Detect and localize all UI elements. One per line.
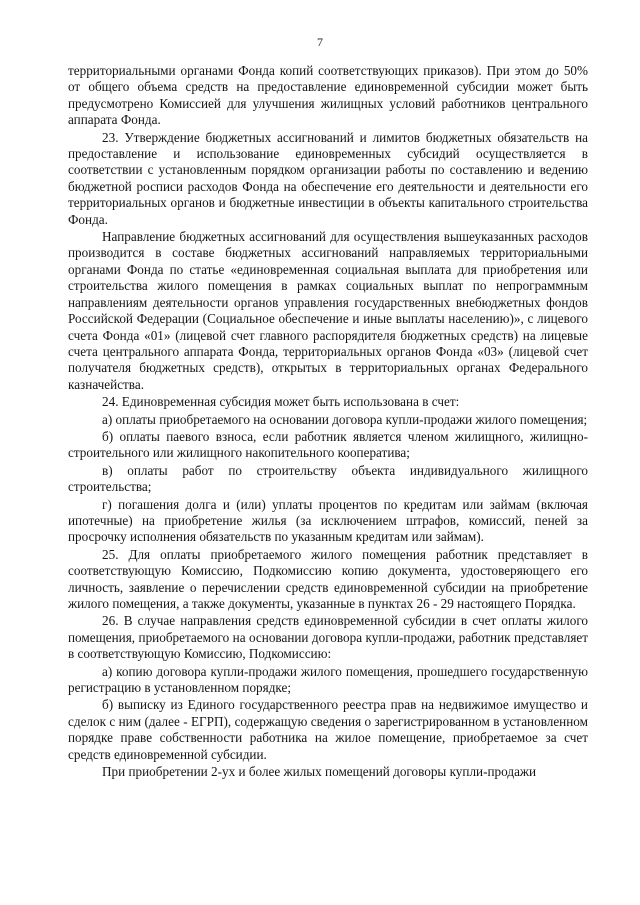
list-item-a: а) копию договора купли-продажи жилого помещения, прошедшего государственную регистрацию в установленном порядке;	[68, 663, 588, 696]
document-body	[68, 63, 588, 781]
paragraph-26: 26. В случае направления средств единовременной субсидии в счет оплаты жилого помещения, приобретаемого на основании договора купли-продажи, работник представляет в соответствующую Комиссию, Подкомиссию:	[68, 613, 588, 662]
page-number: 7	[317, 35, 323, 49]
paragraph: территориальными органами Фонда копий соответствующих приказов). При этом до 50% от общего объема средств на предоставление единовременной субсидии может быть предусмотрено Комиссией для улучшения жилищных условий работников центрального аппарата Фонда.	[68, 63, 588, 128]
list-item-g: г) погашения долга и (или) уплаты процентов по кредитам или займам (включая ипотечные) на приобретение жилья (за исключением штрафов, комиссий, пеней за просрочку исполнения обязательств по указанным кредитам или займам).	[68, 496, 588, 545]
paragraph-25: 25. Для оплаты приобретаемого жилого помещения работник представляет в соответствующую Комиссию, Подкомиссию копию документа, удостоверяющего его личность, заявление о перечислении средств единовременной субсидии на приобретение жилого помещения, а также документы, указанные в пунктах 26 - 29 настоящего Порядка.	[68, 546, 588, 611]
list-item-b: б) оплаты паевого взноса, если работник является членом жилищного, жилищно-строительного или жилищного накопительного кооператива;	[68, 428, 588, 461]
list-item-a: а) оплаты приобретаемого на основании договора купли-продажи жилого помещения;	[102, 411, 588, 427]
paragraph: Направление бюджетных ассигнований для осуществления вышеуказанных расходов производится в составе бюджетных ассигнований направляемых территориальными органами Фонда по статье «единовременная социальная выплата для приобретения или строительства жилого помещения в рамках социальных выплат по непрограммным направлениям деятельности органов управления государственных внебюджетных фондов Российской Федерации (Социальное обеспечение и иные выплаты населению)», с лицевого счета Фонда «01» (лицевой счет главного распорядителя бюджетных средств) на лицевые счета центрального аппарата Фонда, территориальных органов Фонда «03» (лицевой счет получателя бюджетных средств), открытых в территориальных органах Федерального казначейства.	[68, 229, 588, 392]
list-item-b: б) выписку из Единого государственного реестра прав на недвижимое имущество и сделок с ним (далее - ЕГРП), содержащую сведения о зарегистрированном в установленном порядке праве собственности работника на жилое помещение, приобретаемое за счет средств единовременной субсидии.	[68, 697, 588, 762]
paragraph: При приобретении 2-ух и более жилых помещений договоры купли-продажи	[102, 764, 537, 780]
paragraph-23: 23. Утверждение бюджетных ассигнований и лимитов бюджетных обязательств на предоставление и использование единовременных субсидий осуществляется в соответствии с установленным порядком организации работы по составлению и ведению бюджетной росписи расходов Фонда на обеспечение его деятельности и деятельности его территориальных органов и бюджетные инвестиции в объекты капитального строительства Фонда.	[68, 129, 588, 227]
paragraph-24: 24. Единовременная субсидия может быть использована в счет:	[102, 394, 460, 410]
list-item-v: в) оплаты работ по строительству объекта индивидуального жилищного строительства;	[68, 462, 588, 495]
